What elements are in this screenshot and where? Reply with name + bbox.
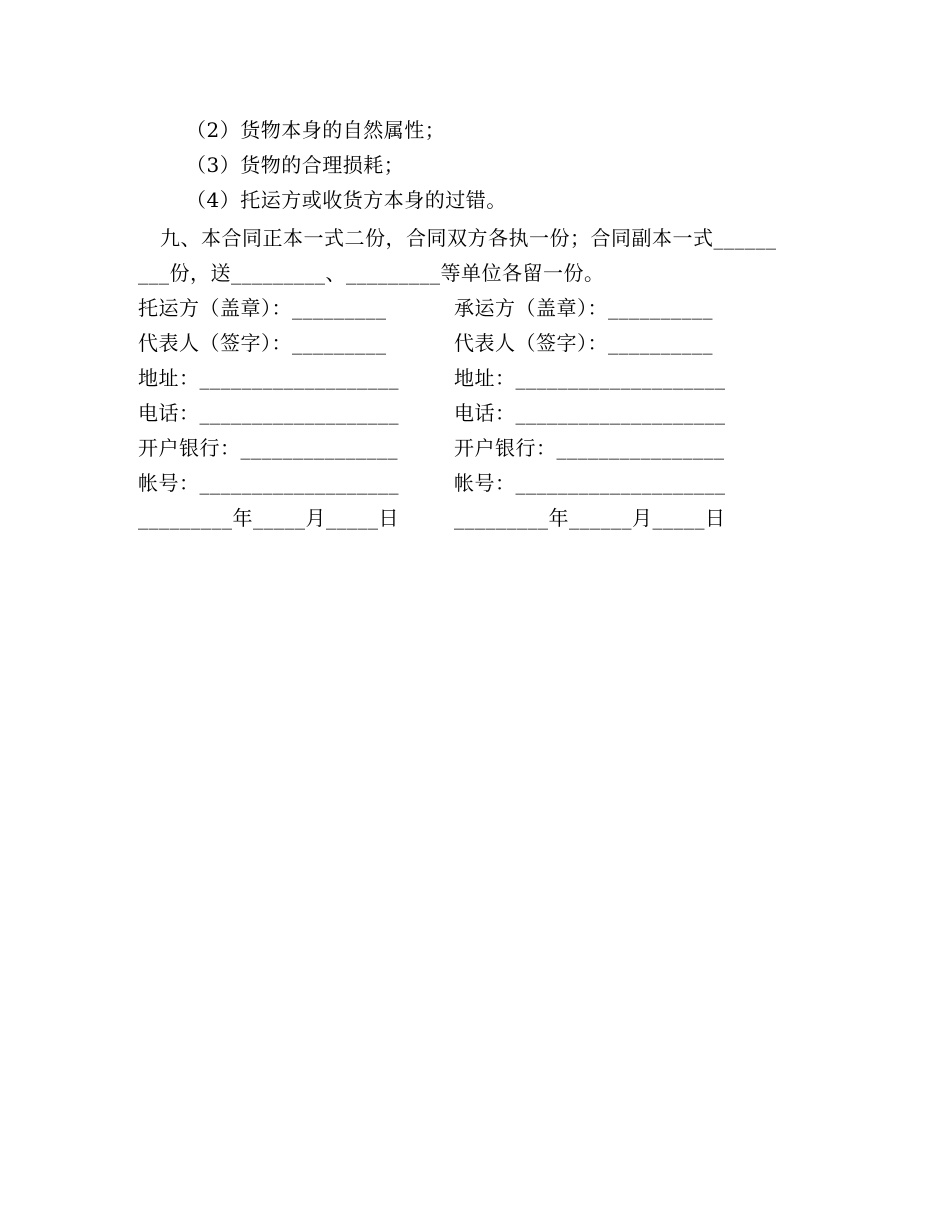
shipper-phone-field: 电话：___________________ [138,401,399,425]
clause-nine-line-2: ___份，送_________、_________等单位各留一份。 [138,261,605,285]
carrier-phone-field: 电话：____________________ [454,401,726,425]
carrier-seal-field: 承运方（盖章）：__________ [454,296,713,320]
carrier-representative-field: 代表人（签字）：__________ [454,331,713,355]
clause-nine-line-1: 九、本合同正本一式二份，合同双方各执一份；合同副本一式______ [160,226,777,250]
shipper-account-field: 帐号：___________________ [138,471,399,495]
carrier-date-field: _________年______月_____日 [454,506,726,530]
exemption-item-3: （3）货物的合理损耗； [186,153,405,177]
carrier-account-field: 帐号：____________________ [454,471,726,495]
shipper-seal-field: 托运方（盖章）：_________ [138,296,387,320]
shipper-representative-field: 代表人（签字）：_________ [138,331,387,355]
carrier-bank-field: 开户银行：________________ [454,436,725,460]
shipper-bank-field: 开户银行：_______________ [138,436,398,460]
exemption-item-2: （2）货物本身的自然属性； [186,118,446,142]
shipper-address-field: 地址：___________________ [138,366,399,390]
carrier-address-field: 地址：____________________ [454,366,726,390]
exemption-item-4: （4）托运方或收货方本身的过错。 [186,188,507,212]
shipper-date-field: _________年_____月_____日 [138,506,399,530]
